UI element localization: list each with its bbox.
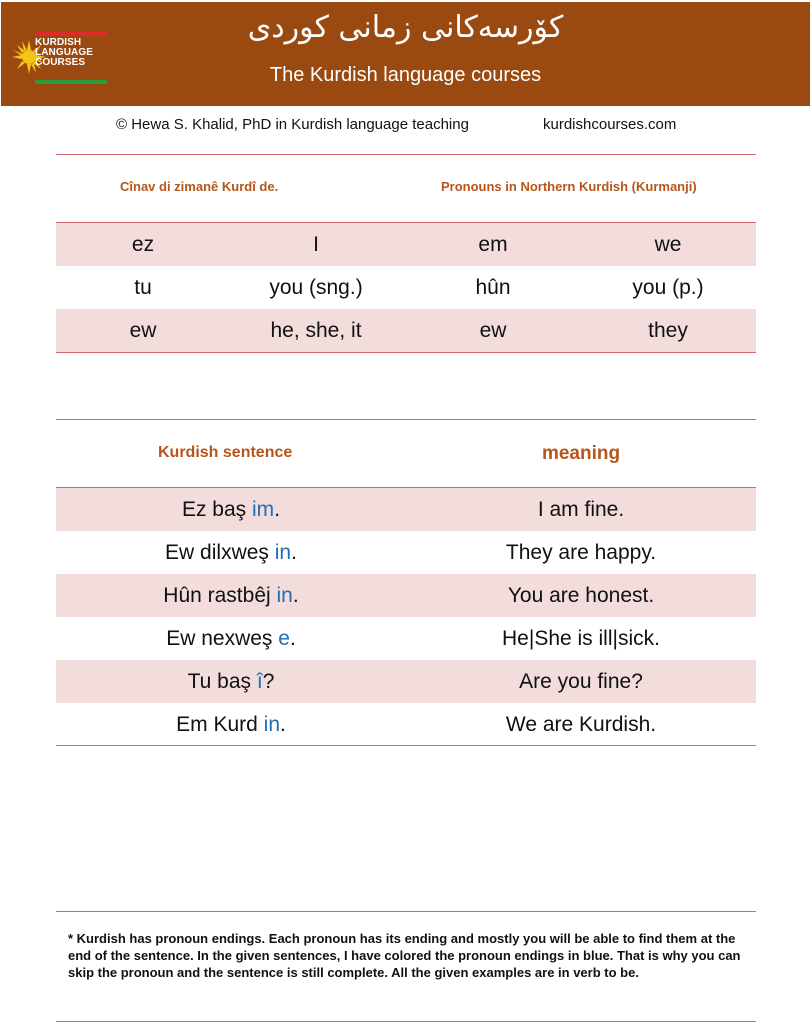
- footnote: * Kurdish has pronoun endings. Each pronoun has its ending and mostly you will be able to find them at the end of the sentence. In the given sentences, I have colored the pronoun endings in blue. That is why you can skip the pronoun and the sentence is still complete. All the given examples are in verb to be.: [68, 931, 741, 980]
- pronoun-kurdish: em: [478, 233, 508, 256]
- sentence-punct: .: [289, 627, 296, 650]
- sentence-stem: Ew nexweş: [166, 627, 279, 650]
- pronoun-kurdish: tu: [134, 276, 152, 299]
- sentence-stem: Ez baş: [181, 498, 253, 521]
- kurdish-sentence: [56, 531, 406, 574]
- divider: [56, 154, 756, 155]
- pronoun-ending: in: [276, 584, 293, 607]
- pronoun-ending: in: [274, 541, 292, 564]
- pronouns-heading-english: Pronouns in Northern Kurdish (Kurmanji): [441, 179, 697, 194]
- pronoun-english: you (sng.): [269, 276, 363, 299]
- pronoun-row: [56, 309, 756, 352]
- sentence-row: [56, 488, 756, 531]
- kurdish-sentence: [56, 574, 406, 617]
- pronoun-english: we: [654, 233, 682, 256]
- pronoun-kurdish: ez: [131, 233, 155, 256]
- sentence-stem: Ew dilxweş: [165, 541, 275, 564]
- divider: [56, 1021, 756, 1022]
- kurdish-sentence: [56, 660, 406, 703]
- sentence-punct: .: [280, 713, 286, 736]
- logo-line: KURDISH: [35, 37, 82, 48]
- header-title-kurdish: کۆرسەکانی زمانی کوردی: [247, 10, 564, 45]
- pronoun-english: I: [313, 233, 319, 256]
- sentence-meaning: He|She is ill|sick.: [502, 627, 660, 650]
- author-credit: © Hewa S. Khalid, PhD in Kurdish language teaching: [116, 116, 469, 133]
- sentence-stem: Hûn rastbêj: [163, 584, 277, 607]
- pronoun-english: you (p.): [632, 276, 704, 299]
- divider: [56, 745, 756, 746]
- sentences-heading-meaning: meaning: [541, 443, 621, 464]
- sentences-heading-kurdish: Kurdish sentence: [158, 444, 293, 461]
- pronoun-ending: î: [256, 670, 263, 693]
- sentence-stem: Tu baş: [187, 670, 257, 693]
- sentence-row: [56, 617, 756, 660]
- sentence-punct: .: [291, 541, 297, 564]
- sentence-meaning: I am fine.: [537, 498, 625, 521]
- pronoun-ending: e: [278, 627, 290, 650]
- sentence-meaning: They are happy.: [505, 541, 657, 564]
- kurdish-sentence: [56, 617, 406, 660]
- pronoun-kurdish: ew: [129, 319, 157, 342]
- sentence-meaning: We are Kurdish.: [505, 713, 657, 736]
- divider: [56, 352, 756, 353]
- divider: [56, 419, 756, 420]
- pronoun-row: [56, 266, 756, 309]
- sentence-meaning: Are you fine?: [519, 670, 643, 693]
- website-link[interactable]: kurdishcourses.com: [543, 116, 677, 133]
- pronoun-english: they: [648, 319, 688, 342]
- sentence-row: [56, 660, 756, 703]
- header-title-english: The Kurdish language courses: [269, 64, 542, 86]
- pronoun-kurdish: ew: [479, 319, 507, 342]
- pronoun-ending: in: [263, 713, 281, 736]
- sentence-row: [56, 703, 756, 746]
- pronouns-heading-kurdish: Cînav di zimanê Kurdî de.: [120, 179, 279, 194]
- divider: [56, 911, 756, 912]
- pronoun-ending: im: [252, 498, 275, 521]
- sentence-punct: .: [292, 584, 299, 607]
- logo-line: COURSES: [35, 57, 86, 68]
- sentence-punct: ?: [262, 670, 275, 693]
- logo-line: LANGUAGE: [35, 47, 94, 58]
- kurdish-sentence: [56, 488, 406, 531]
- kurdish-sentence: [56, 703, 406, 746]
- pronoun-row: [56, 223, 756, 266]
- pronoun-english: he, she, it: [270, 319, 362, 342]
- pronoun-kurdish: hûn: [475, 276, 511, 299]
- sentence-row: [56, 531, 756, 574]
- sentence-stem: Em Kurd: [176, 713, 264, 736]
- sentence-row: [56, 574, 756, 617]
- header-banner: [1, 2, 810, 106]
- sentence-meaning: You are honest.: [507, 584, 655, 607]
- sentence-punct: .: [274, 498, 281, 521]
